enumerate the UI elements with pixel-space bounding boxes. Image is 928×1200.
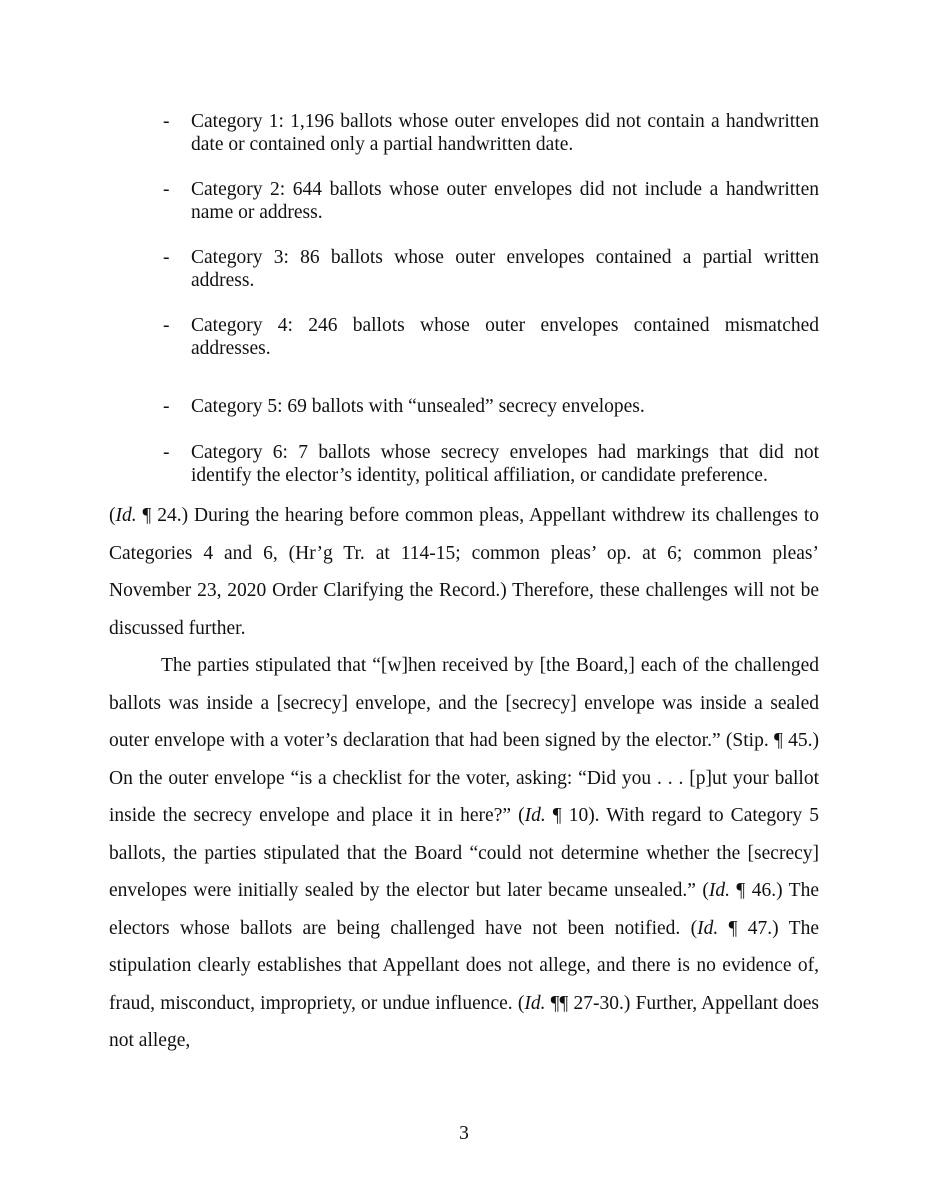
text-run: ¶ 10). With regard to Category 5 ballots, the parties stipulated that the Board “could not determine whether the [secrecy] envelopes were initially sealed by the elector but later became unsealed.” ( <box>109 805 819 901</box>
list-item-text: Category 3: 86 ballots whose outer envelopes contained a partial written address. <box>191 247 819 291</box>
list-item-category-3 <box>163 246 819 292</box>
list-item-category-6 <box>163 441 819 487</box>
text-run: The parties stipulated that “[w]hen received by [the Board,] each of the challenged ballots was inside a [secrecy] envelope, and the [secrecy] envelope was inside a sealed outer envelope with a voter’s declaration that had been signed by the elector.” (Stip. ¶ 45.) On the outer envelope “is a checklist for the voter, asking: “Did you . . . [p]ut your ballot inside the secrecy envelope and place it in here?” ( <box>109 655 819 826</box>
text-run: ¶ 46.) The electors whose ballots are being challenged have not been notified. ( <box>109 880 819 939</box>
list-item-text: Category 4: 246 ballots whose outer envelopes contained mismatched addresses. <box>191 315 819 359</box>
paragraph-2 <box>109 647 819 1060</box>
list-item-category-5 <box>163 395 819 418</box>
text-run: ¶ 47.) The stipulation clearly establishes that Appellant does not allege, and there is no evidence of, fraud, misconduct, impropriety, or undue influence. ( <box>109 917 819 1014</box>
list-dash: - <box>163 179 170 200</box>
list-dash: - <box>163 111 170 132</box>
list-dash: - <box>163 396 170 417</box>
list-item-category-4 <box>163 314 819 360</box>
list-dash: - <box>163 247 170 268</box>
text-run: ( <box>109 505 116 526</box>
citation-id: Id. <box>708 880 730 901</box>
text-run: ¶¶ 27-30.) Further, Appellant does not allege, <box>109 992 819 1051</box>
citation-id: Id. <box>115 505 137 526</box>
list-item-text: Category 1: 1,196 ballots whose outer envelopes did not contain a handwritten date or contained only a partial handwritten date. <box>191 111 819 155</box>
list-item-category-1 <box>163 110 819 156</box>
list-dash: - <box>163 442 170 463</box>
citation-id: Id. <box>524 992 546 1014</box>
list-item-text: Category 5: 69 ballots with “unsealed” secrecy envelopes. <box>191 396 645 417</box>
list-item-text: Category 6: 7 ballots whose secrecy envelopes had markings that did not identify the elector’s identity, political affiliation, or candidate preference. <box>191 442 819 486</box>
text-run: ¶ 24.) During the hearing before common pleas, Appellant withdrew its challenges to Categories 4 and 6, (Hr’g Tr. at 114-15; common pleas’ op. at 6; common pleas’ November 23, 2020 Order Clarifying the Record.) Therefore, these challenges will not be discussed further. <box>109 505 819 639</box>
list-dash: - <box>163 315 170 336</box>
paragraph-1 <box>109 497 819 647</box>
citation-id: Id. <box>524 805 546 826</box>
citation-id: Id. <box>697 917 719 939</box>
body-text <box>109 497 819 1060</box>
list-item-category-2 <box>163 178 819 224</box>
page-number: 3 <box>459 1123 469 1144</box>
list-item-text: Category 2: 644 ballots whose outer envelopes did not include a handwritten name or address. <box>191 179 819 223</box>
